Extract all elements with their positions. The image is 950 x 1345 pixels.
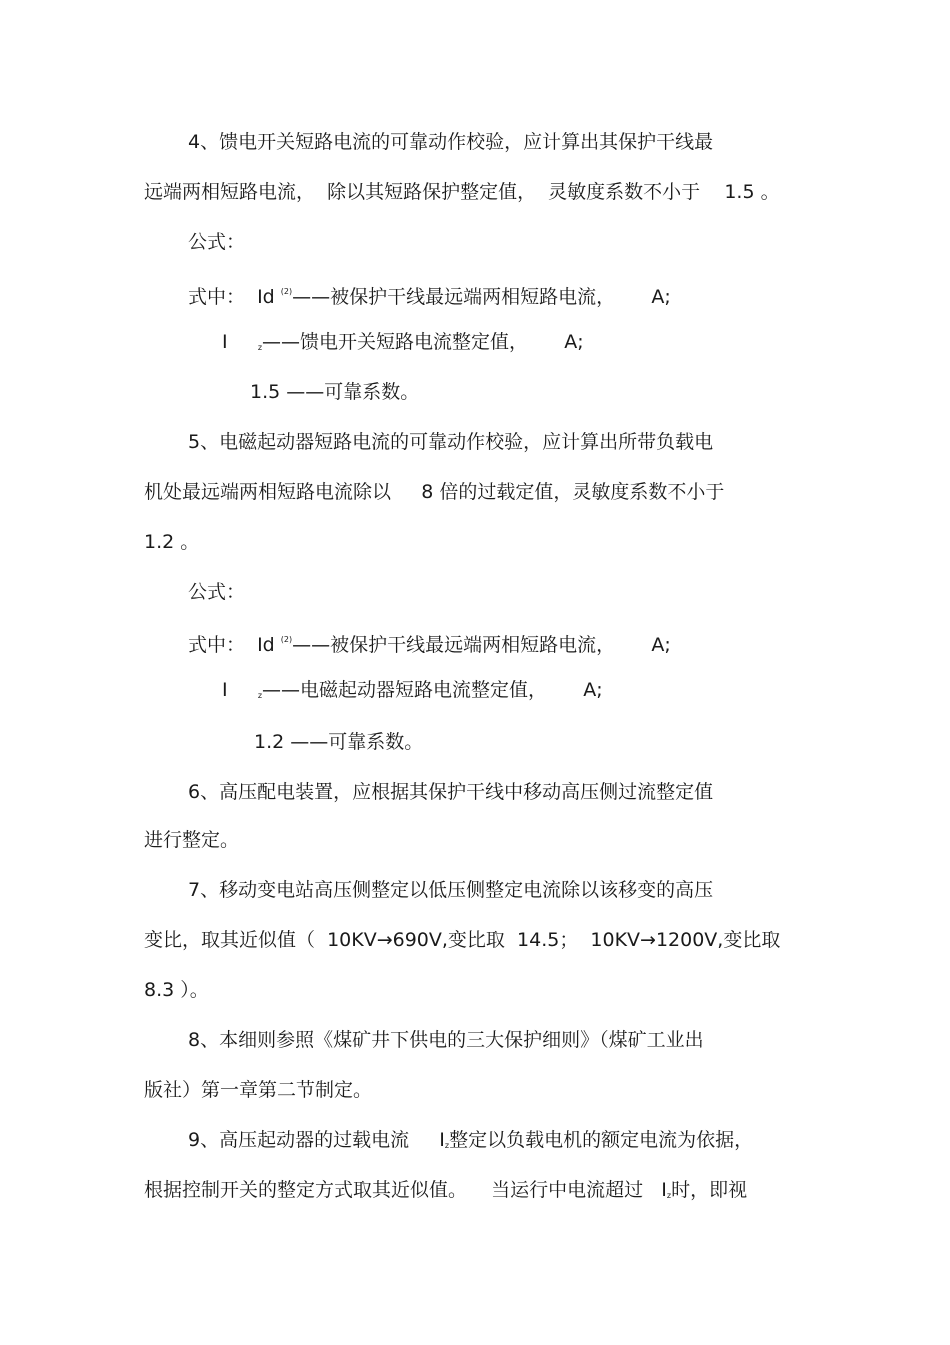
sec8-line2: 版社）第一章第二节制定。 — [144, 1079, 373, 1101]
sec6-line1: 6、高压配电装置，应根据其保护干线中移动高压侧过流整定值 — [188, 781, 714, 803]
sec8-line1: 8、本细则参照《煤矿井下供电的三大保护细则》（煤矿工业出 — [188, 1029, 704, 1051]
sec7-line3: 8.3 ）。 — [144, 979, 209, 1001]
sec4-where-line1: 式中： Id $^{(2)}$——被保护干线最远端两相短路电流， A; — [188, 286, 671, 308]
sec5-line3: 1.2 。 — [144, 531, 200, 553]
sec9-line1: 9、高压起动器的过载电流 $I_z$整定以负载电机的额定电流为依据， — [188, 1129, 754, 1151]
sec5-where-line3: 1.2 ——可靠系数。 — [254, 731, 424, 753]
sec4-formula-label: 公式： — [188, 231, 246, 253]
sec5-where-line1: 式中： Id $^{(2)}$——被保护干线最远端两相短路电流， A; — [188, 634, 671, 656]
sec4-where-line3: 1.5 ——可靠系数。 — [250, 381, 420, 403]
sec5-formula-label: 公式： — [188, 581, 246, 603]
sec5-line2: 机处最远端两相短路电流除以 8 倍的过载定值，灵敏度系数不小于 — [144, 481, 725, 503]
sec7-line2: 变比，取其近似值（ 10KV→690V,变比取 14.5； 10KV→1200V,变比取 — [144, 929, 781, 951]
sec5-where-line2: I $_z$——电磁起动器短路电流整定值， A; — [222, 679, 603, 701]
sec5-line1: 5、电磁起动器短路电流的可靠动作校验，应计算出所带负载电 — [188, 431, 714, 453]
sec9-line2: 根据控制开关的整定方式取其近似值。 当运行中电流超过 $I_z$时，即视 — [144, 1179, 748, 1201]
sec4-line1: 4、馈电开关短路电流的可靠动作校验，应计算出其保护干线最 — [188, 131, 714, 153]
sec4-where-line2: I $_z$——馈电开关短路电流整定值， A; — [222, 331, 584, 353]
sec7-line1: 7、移动变电站高压侧整定以低压侧整定电流除以该移变的高压 — [188, 879, 714, 901]
sec4-line2: 远端两相短路电流， 除以其短路保护整定值， 灵敏度系数不小于 1.5 。 — [144, 181, 780, 203]
sec6-line2: 进行整定。 — [144, 829, 240, 851]
